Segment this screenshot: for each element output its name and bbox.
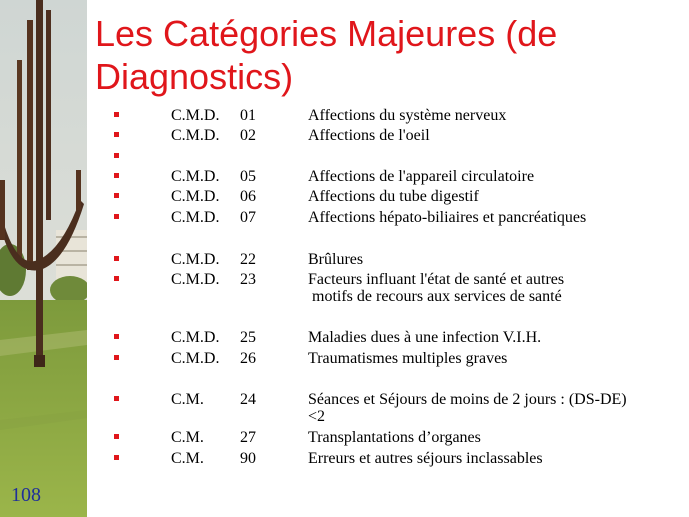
list-item [0,391,689,431]
bullet-marker [114,256,119,261]
item-code: C.M. [171,429,204,446]
bullet-marker [114,455,119,460]
item-code: C.M.D. [171,251,220,268]
bullet-marker [114,173,119,178]
item-number: 05 [240,168,256,185]
list-item [0,271,689,311]
item-code: C.M. [171,450,204,467]
item-description: Affections du tube digestif [308,188,479,205]
item-description: Affections de l'appareil circulatoire [308,168,535,185]
item-number: 01 [240,107,256,124]
list-item [0,168,689,190]
item-description: Facteurs influant l'état de santé et autres [308,271,565,288]
bullet-marker [114,396,119,401]
list-item [0,148,689,170]
bullet-marker [114,132,119,137]
list-item [0,188,689,210]
item-number: 07 [240,209,256,226]
bullet-marker [114,434,119,439]
list-item [0,450,689,472]
item-code: C.M.D. [171,350,220,367]
bullet-marker [114,334,119,339]
list-item [0,127,689,149]
item-code: C.M.D. [171,209,220,226]
item-number: 02 [240,127,256,144]
item-description: Erreurs et autres séjours inclassables [308,450,543,467]
item-number: 25 [240,329,256,346]
item-description: Brûlures [308,251,364,268]
item-description: Transplantations d’organes [308,429,481,446]
item-description: Affections du système nerveux [308,107,507,124]
item-code: C.M.D. [171,188,220,205]
item-description-continued: <2 [308,408,326,425]
item-code: C.M.D. [171,107,220,124]
bullet-marker [114,276,119,281]
item-number: 22 [240,251,256,268]
item-description: Affections hépato-biliaires et pancréatiques [308,209,587,226]
list-item [0,251,689,273]
bullet-marker [114,193,119,198]
slide-number: 108 [11,484,41,506]
bullet-marker [114,153,119,158]
item-code: C.M. [171,391,204,408]
item-description: Séances et Séjours de moins de 2 jours : (DS-DE) [308,391,627,408]
list-item [0,429,689,451]
list-item [0,107,689,129]
list-item [0,209,689,231]
item-code: C.M.D. [171,127,220,144]
item-code: C.M.D. [171,329,220,346]
item-number: 23 [240,271,256,288]
bullet-marker [114,214,119,219]
item-number: 90 [240,450,256,467]
item-description: Maladies dues à une infection V.I.H. [308,329,542,346]
item-number: 24 [240,391,256,408]
slide-title: Les Catégories Majeures (de Diagnostics) [95,13,558,97]
bullet-marker [114,112,119,117]
item-description-continued: motifs de recours aux services de santé [308,288,562,305]
item-description: Affections de l'oeil [308,127,430,144]
bullet-marker [114,355,119,360]
item-code: C.M.D. [171,271,220,288]
item-number: 06 [240,188,256,205]
item-number: 26 [240,350,256,367]
item-description: Traumatismes multiples graves [308,350,508,367]
item-number: 27 [240,429,256,446]
list-item [0,329,689,351]
item-code: C.M.D. [171,168,220,185]
list-item [0,350,689,372]
